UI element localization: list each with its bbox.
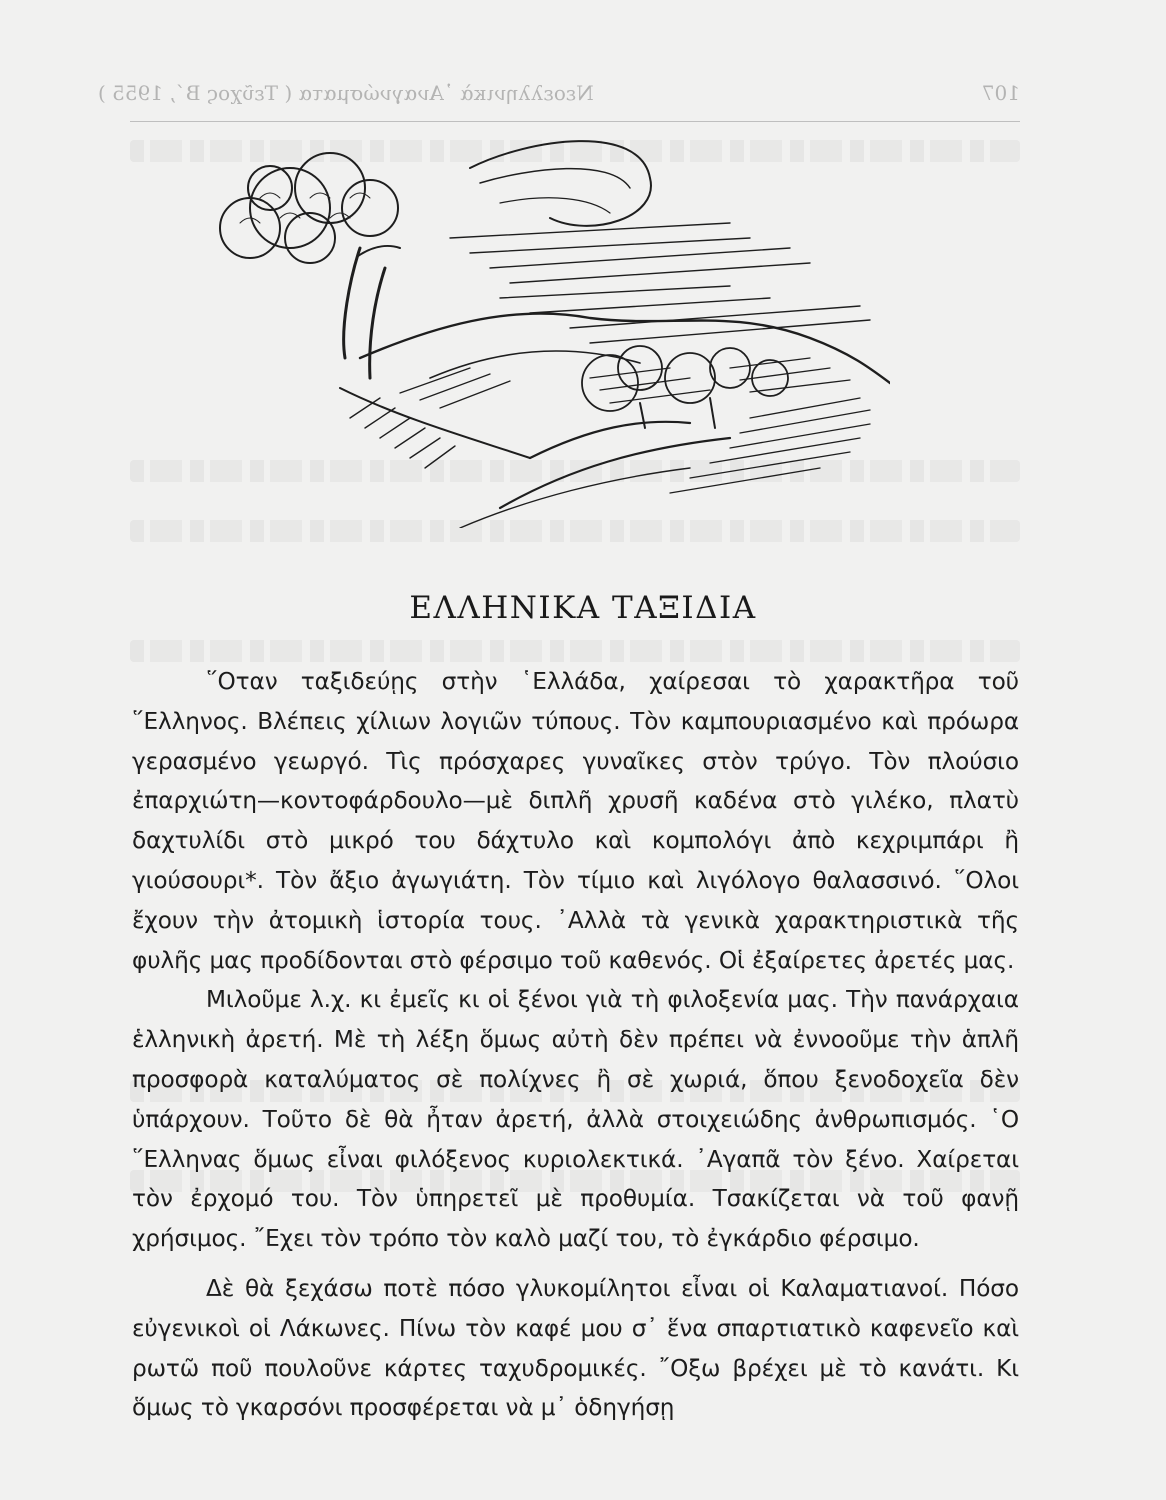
show-through-page-number: 107	[981, 81, 1020, 105]
show-through-running-title: Νεοελληνικὰ ᾿Αναγνώσματα ( Τεῦχος Β΄, 1955 )	[98, 81, 594, 105]
show-through-line	[130, 640, 1020, 662]
article-title: ΕΛΛΗΝΙΚΑ ΤΑΞΙΔΙΑ	[409, 590, 757, 626]
paragraph: ῞Οταν ταξιδεύῃς στὴν ῾Ελλάδα, χαίρεσαι τὸ χαρακτῆρα τοῦ ῞Ελληνος. Βλέπεις χίλιων λογιῶν τύπους. Τὸν καμπουριασμένο καὶ πρόωρα γερασμένο γεωργό. Τὶς πρόσχαρες γυναῖκες στὸν τρύγο. Τὸν πλούσιο ἐπαρχιώτη—κοντοφάρδουλο—μὲ διπλῆ χρυσῆ καδένα στὸ γιλέκο, πλατὺ δαχτυλίδι στὸ μικρό του δάχτυλο καὶ κομπολόγι ἀπὸ κεχριμπάρι ἢ γιούσουρι*. Τὸν ἄξιο ἀγωγιάτη. Τὸν τίμιο καὶ λιγόλογο θαλασσινό. ῞Ολοι ἔχουν τὴν ἀτομικὴ ἱστορία τους. ᾿Αλλὰ τὰ γενικὰ χαρακτηριστικὰ τῆς φυλῆς μας προδίδονται στὸ φέρσιμο τοῦ καθενός. Οἱ ἐξαίρετες ἀρετές μας.	[132, 668, 1019, 974]
paragraph: Μιλοῦμε λ.χ. κι ἐμεῖς κι οἱ ξένοι γιὰ τὴ φιλοξενία μας. Τὴν πανάρχαια ἑλληνικὴ ἀρετή. Μὲ τὴ λέξη ὅμως αὐτὴ δὲν πρέπει νὰ ἐννοοῦμε τὴν ἁπλῆ προσφορὰ καταλύματος σὲ πολίχνες ἢ σὲ χωριά, ὅπου ξενοδοχεῖα δὲν ὑπάρχουν. Τοῦτο δὲ θὰ ἦταν ἀρετή, ἀλλὰ στοιχειώδης ἀνθρωπισμός. ῾Ο ῞Ελληνας ὅμως εἶναι φιλόξενος κυριολεκτικά. ᾿Αγαπᾶ τὸν ξένο. Χαίρεται τὸν ἐρχομό του. Τὸν ὑπηρετεῖ μὲ προθυμία. Τσακίζεται νὰ τοῦ φανῇ χρήσιμος. ῎Εχει τὸν τρόπο τὸν καλὸ μαζί του, τὸ ἐγκάρδιο φέρσιμο.	[132, 986, 1019, 1253]
show-through-header	[98, 78, 1020, 108]
show-through-rule	[130, 121, 1020, 122]
article-body	[132, 662, 1019, 1428]
landscape-illustration	[170, 128, 890, 528]
paragraph: Δὲ θὰ ξεχάσω ποτὲ πόσο γλυκομίλητοι εἶναι οἱ Καλαματιανοί. Πόσο εὐγενικοὶ οἱ Λάκωνες. Πίνω τὸν καφέ μου σ᾿ ἕνα σπαρτιατικὸ καφενεῖο καὶ ρωτῶ ποῦ πουλοῦνε κάρτες ταχυδρομικές. ῎Οξω βρέχει μὲ τὸ κανάτι. Κι ὅμως τὸ γκαρσόνι προσφέρεται νὰ μ᾿ ὁδηγήσῃ	[132, 1274, 1019, 1422]
